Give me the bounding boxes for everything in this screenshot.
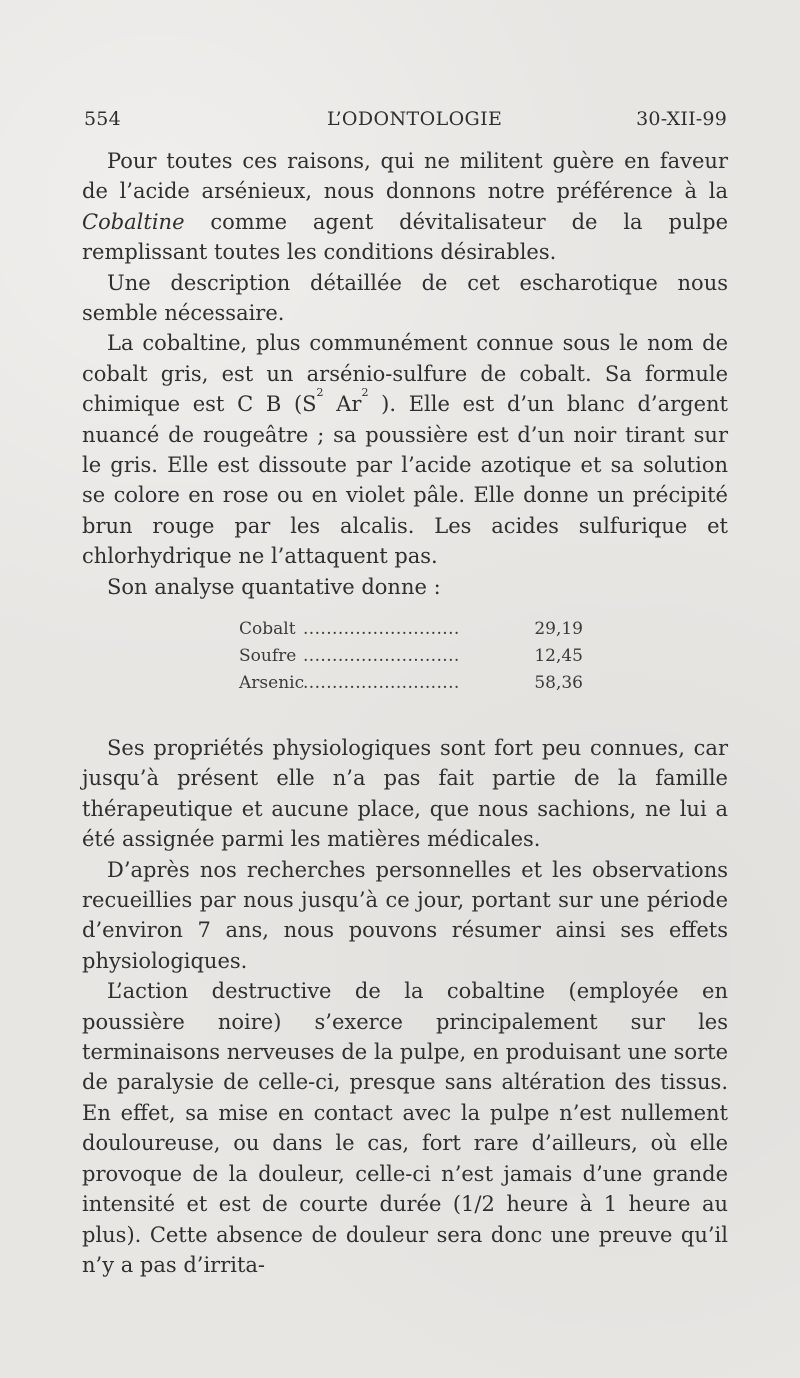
issue-date: 30-XII-99 [636, 108, 727, 130]
element-percent: 58,36 [534, 673, 583, 693]
element-name: Arsenic [239, 673, 305, 693]
page-number: 554 [84, 108, 121, 130]
element-percent: 29,19 [534, 619, 583, 639]
paragraph: L’action destructive de la cobaltine (employée en poussière noire) s’exerce principalement sur les terminaisons nerveuses de la pulpe, en produisant une sorte de paralysie de celle-ci, presque sans altération des tissus. En effet, sa mise en contact avec la pulpe n’est nullement douloureuse, ou dans le cas, fort rare d’ailleurs, où elle provoque de la douleur, celle-ci n’est jamais d’une grande intensité et est de courte durée (1/2 heure à 1 heure au plus). Cette absence de douleur sera donc une preuve qu’il n’y a pas d’irrita- [82, 979, 728, 1277]
chemical-superscript: 2 [361, 386, 369, 400]
composition-row [239, 616, 599, 643]
journal-title: L’ODONTOLOGIE [327, 108, 503, 130]
body-text-top [82, 146, 728, 602]
composition-table [239, 616, 599, 697]
dot-leader: ........................... [303, 646, 460, 666]
element-name: Cobalt [239, 619, 296, 639]
paragraph-text: Ar [323, 392, 362, 417]
paragraph-text: La cobaltine, plus communément connue sous le nom de cobalt gris, est un arsénio-sulfure de cobalt. Sa formule chimique est C B (S [82, 331, 728, 417]
paragraph-text: comme agent dévitalisateur de la pulpe remplissant toutes les conditions désirables. [82, 209, 728, 265]
composition-row [239, 643, 599, 670]
paragraph: Une description détaillée de cet escharotique nous semble nécessaire. [82, 270, 728, 326]
running-header [84, 108, 727, 142]
body-text-bottom [82, 733, 728, 1280]
element-percent: 12,45 [534, 646, 583, 666]
dot-leader: ........................... [303, 619, 460, 639]
paragraph [82, 146, 728, 268]
paragraph: Ses propriétés physiologiques sont fort peu connues, car jusqu’à présent elle n’a pas fait partie de la famille thérapeutique et aucune place, que nous sachions, ne lui a été assignée parmi les matières médicales. [82, 736, 728, 852]
paragraph-text: ). Elle est d’un blanc d’argent nuancé de rougeâtre ; sa poussière est d’un noir tirant sur le gris. Elle est dissoute par l’acide azotique et sa solution se colore en rose ou en violet pâle. Elle donne un précipité brun rouge par les alcalis. Les acides sulfurique et chlorhydrique ne l’attaquent pas. [82, 392, 728, 569]
paragraph: Son analyse quantative donne : [107, 574, 441, 599]
composition-row [239, 670, 599, 697]
dot-leader: ........................... [303, 673, 460, 693]
paragraph-text: Pour toutes ces raisons, qui ne militent guère en faveur de l’acide arsénieux, nous donnons notre préférence à la [82, 149, 728, 204]
chemical-superscript: 2 [316, 386, 324, 400]
element-name: Soufre [239, 646, 297, 666]
emphasized-term: Cobaltine [82, 209, 185, 234]
paragraph [82, 328, 728, 571]
paragraph: D’après nos recherches personnelles et les observations recueillies par nous jusqu’à ce jour, portant sur une période d’environ 7 ans, nous pouvons résumer ainsi ses effets physiologiques. [82, 857, 728, 973]
